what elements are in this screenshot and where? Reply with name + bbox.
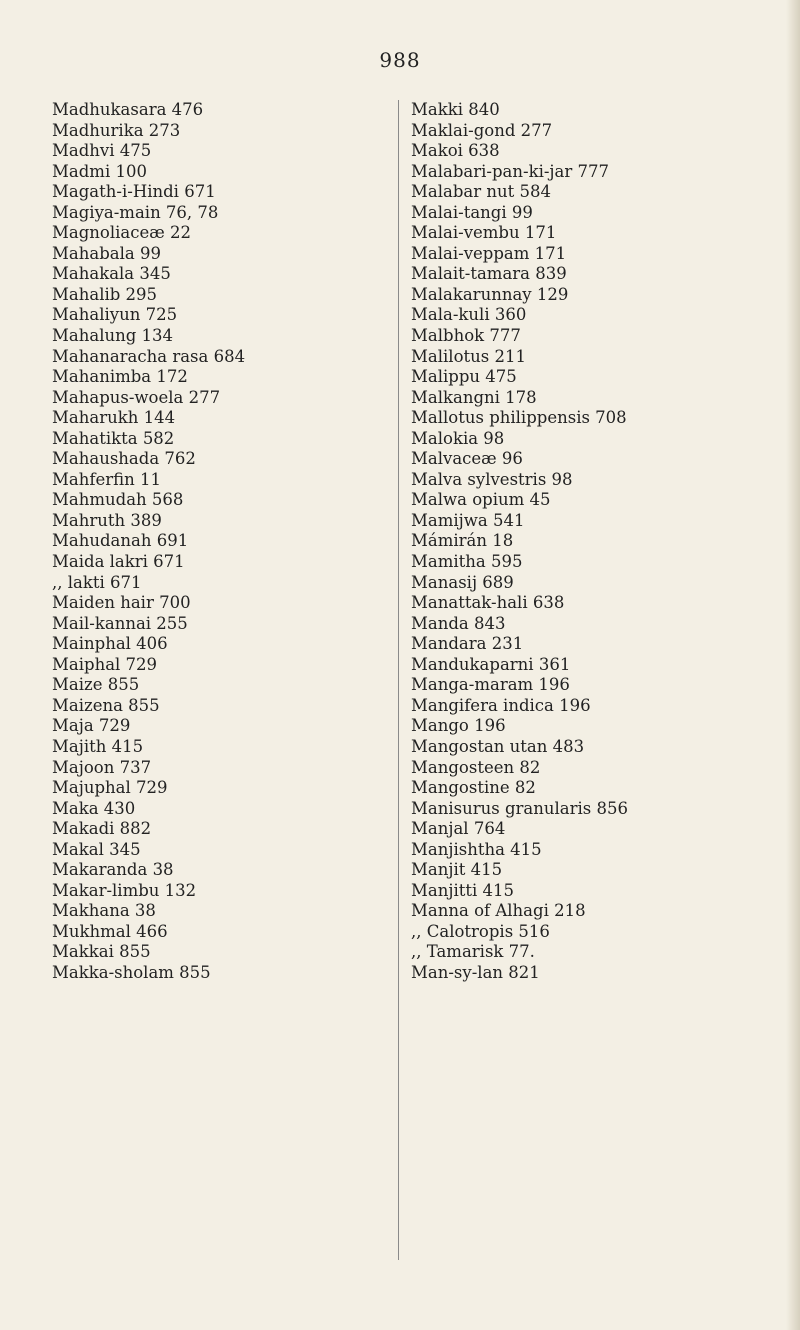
index-entry: Mahaliyun 725 [52,305,178,325]
index-entry: Malabar nut 584 [411,182,552,202]
index-entry: ,, lakti 671 [52,572,142,592]
index-entry: Malait-tamara 839 [411,264,567,284]
index-entry: Manna of Alhagi 218 [411,901,586,921]
index-entry: Mala-kuli 360 [411,305,527,325]
index-entry: Makaranda 38 [52,860,174,880]
index-entry: Mandara 231 [411,634,524,654]
index-entry: Madmi 100 [52,161,147,181]
index-entry: Mahatikta 582 [52,428,175,448]
index-column-left [52,100,382,984]
index-entry: Mahakala 345 [52,264,171,284]
index-entry: Manda 843 [411,613,506,633]
index-entry: Mainphal 406 [52,634,168,654]
index-entry: Malbhok 777 [411,326,521,346]
index-entry: Madhurika 273 [52,120,181,140]
index-entry: Mangosteen 82 [411,757,541,777]
index-entry: Malai-vembu 171 [411,223,557,243]
page-edge-shadow [786,0,800,1330]
index-entry: Maharukh 144 [52,408,176,428]
index-entry: Man-sy-lan 821 [411,962,540,982]
index-entry: Manisurus granularis 856 [411,798,628,818]
index-entry: Malwa opium 45 [411,490,551,510]
column-divider [398,100,399,1260]
index-entry: Majith 415 [52,736,144,756]
index-entry: Mango 196 [411,716,506,736]
index-entry: Mahanaracha rasa 684 [52,346,246,366]
index-entry: Mahruth 389 [52,510,162,530]
index-entry: Manjit 415 [411,860,503,880]
index-entry: Mahaushada 762 [52,449,196,469]
index-entry: Madhvi 475 [52,141,152,161]
index-entry: Maida lakri 671 [52,552,185,572]
index-entry: Makka-sholam 855 [52,962,211,982]
index-entry: Malokia 98 [411,428,505,448]
index-entry: Mandukaparni 361 [411,654,571,674]
index-entry: Mahalung 134 [52,326,174,346]
index-entry: Mangostine 82 [411,778,536,798]
index-entry: Maiden hair 700 [52,593,191,613]
index-entry: Makal 345 [52,839,141,859]
index-entry: ,, Tamarisk 77. [411,942,535,962]
index-entry: Manjitti 415 [411,880,515,900]
index-entry: Mahalib 295 [52,284,158,304]
index-entry: Madhukasara 476 [52,100,204,119]
index-entry: Makki 840 [411,100,500,119]
index-entry: Magath-i-Hindi 671 [52,182,216,202]
index-entry: Manjishtha 415 [411,839,542,859]
index-entry: Manjal 764 [411,819,506,839]
index-entry: ,, Calotropis 516 [411,921,550,941]
index-entry: Maka 430 [52,798,136,818]
index-entry: Maklai-gond 277 [411,120,553,140]
index-entry: Mámirán 18 [411,531,514,551]
index-entry: Mahabala 99 [52,243,161,263]
index-entry: Manattak-hali 638 [411,593,565,613]
index-entry: Maizena 855 [52,695,160,715]
index-entry: Mamijwa 541 [411,510,525,530]
index-entry: Mallotus philippensis 708 [411,408,627,428]
index-entry: Mahapus-woela 277 [52,387,221,407]
index-column-right [411,100,741,984]
index-entry: Mamitha 595 [411,552,523,572]
index-entry: Magiya-main 76, 78 [52,202,219,222]
index-entry: Maize 855 [52,675,140,695]
index-entry: Mangifera indica 196 [411,695,591,715]
index-entry: Majoon 737 [52,757,152,777]
index-entry: Malai-veppam 171 [411,243,567,263]
index-entry: Makhana 38 [52,901,156,921]
index-entry: Manasij 689 [411,572,514,592]
index-entry: Malippu 475 [411,367,517,387]
index-entry: Malakarunnay 129 [411,284,569,304]
index-entry: Makkai 855 [52,942,151,962]
index-entry: Maiphal 729 [52,654,158,674]
index-entry: Mukhmal 466 [52,921,168,941]
index-entry: Magnoliaceæ 22 [52,223,192,243]
index-entry: Maja 729 [52,716,131,736]
index-entry: Mahanimba 172 [52,367,188,387]
index-entry: Malva sylvestris 98 [411,469,573,489]
index-entry: Mahudanah 691 [52,531,189,551]
index-entry: Makar-limbu 132 [52,880,197,900]
index-entry: Malai-tangi 99 [411,202,533,222]
index-entry: Malilotus 211 [411,346,526,366]
index-entry: Mahmudah 568 [52,490,184,510]
index-entry: Mangostan utan 483 [411,736,585,756]
index-entry: Malabari-pan-ki-jar 777 [411,161,610,181]
index-entry: Malvaceæ 96 [411,449,523,469]
index-entry: Manga-maram 196 [411,675,570,695]
index-entry: Majuphal 729 [52,778,168,798]
index-entry: Makadi 882 [52,819,152,839]
index-entry: Mahferfin 11 [52,469,161,489]
index-entry: Mail-kannai 255 [52,613,188,633]
index-entry: Malkangni 178 [411,387,537,407]
page-number: 988 [379,48,421,72]
index-entry: Makoi 638 [411,141,500,161]
